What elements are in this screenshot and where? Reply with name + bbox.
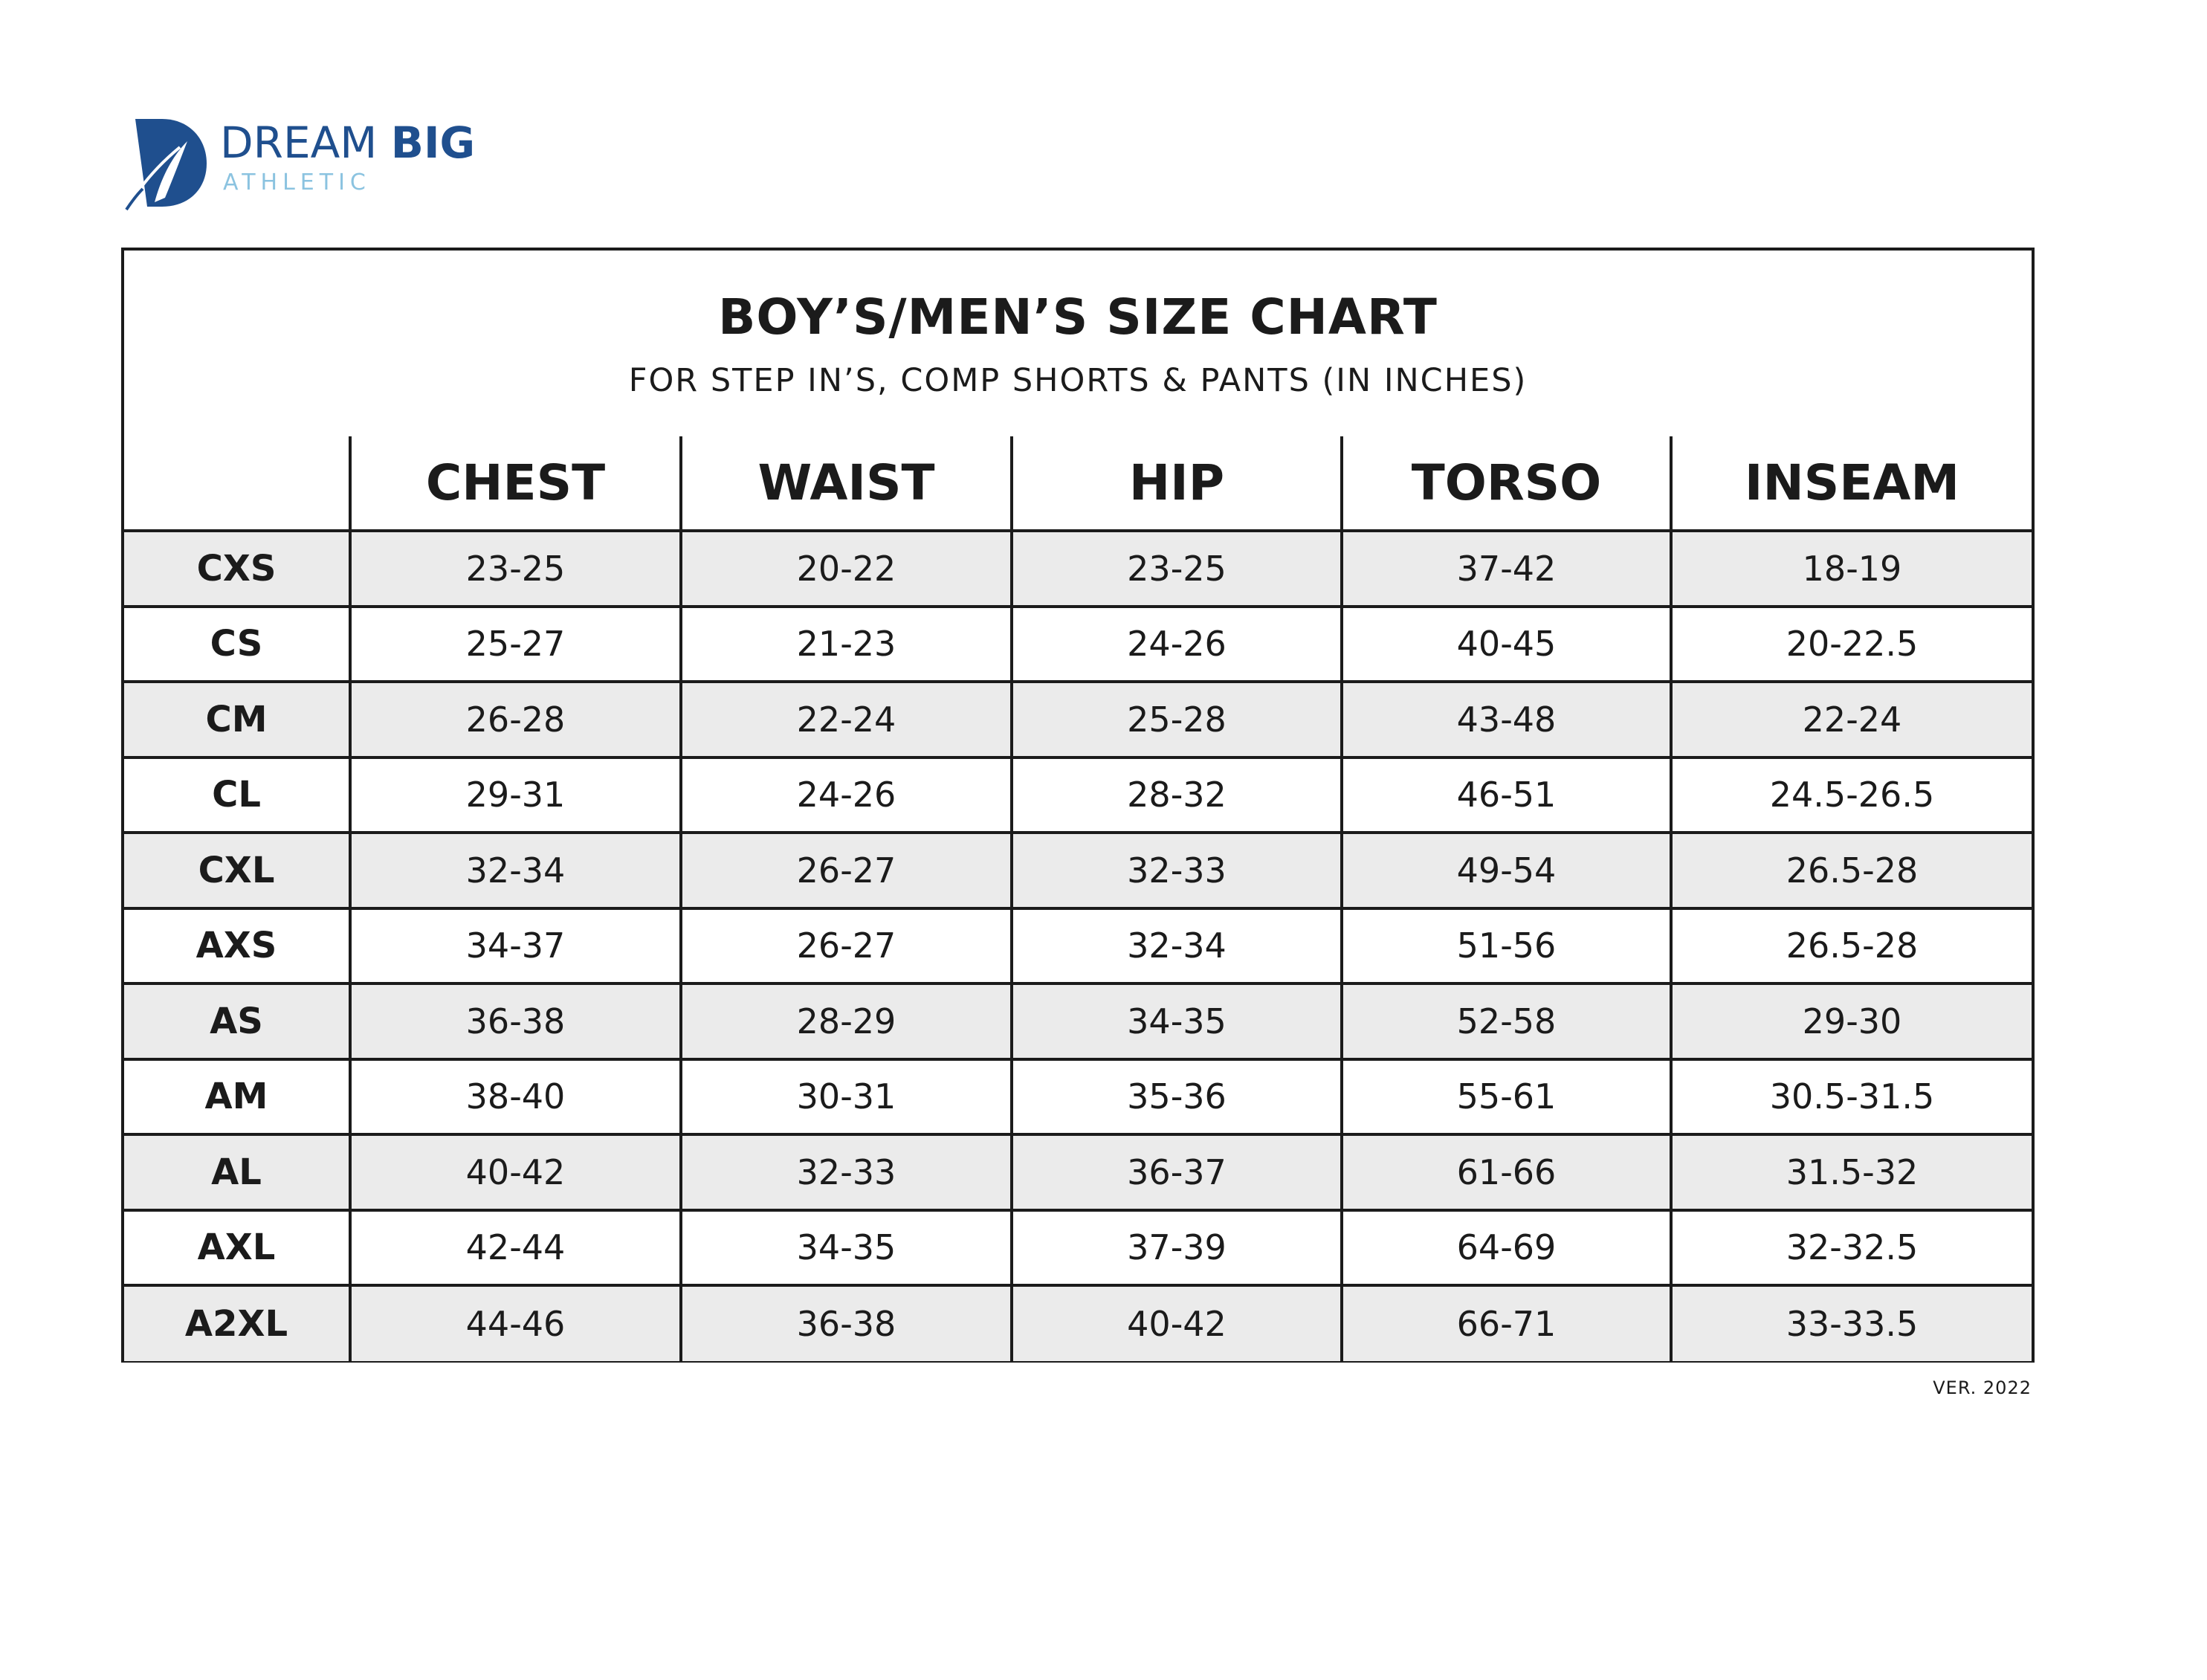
chest-cell: 23-25 <box>350 531 681 607</box>
waist-cell: 24-26 <box>681 757 1012 833</box>
chest-cell: 34-37 <box>350 908 681 984</box>
hip-cell: 32-33 <box>1012 833 1342 908</box>
torso-cell: 52-58 <box>1342 983 1671 1059</box>
inseam-cell: 30.5-31.5 <box>1671 1059 2032 1135</box>
waist-cell: 34-35 <box>681 1210 1012 1286</box>
brand-name-bold: BIG <box>390 117 476 168</box>
size-chart <box>121 248 2035 1363</box>
torso-cell: 40-45 <box>1342 607 1671 682</box>
table-row <box>124 1210 2032 1286</box>
hip-cell: 36-37 <box>1012 1134 1342 1210</box>
size-label: AM <box>124 1059 350 1135</box>
size-label: CM <box>124 682 350 757</box>
inseam-cell: 26.5-28 <box>1671 908 2032 984</box>
hip-cell: 40-42 <box>1012 1285 1342 1361</box>
chest-cell: 32-34 <box>350 833 681 908</box>
table-row <box>124 833 2032 908</box>
chart-title: BOY’S/MEN’S SIZE CHART <box>718 288 1438 346</box>
brand-name <box>220 119 475 167</box>
table-row <box>124 1134 2032 1210</box>
hip-cell: 34-35 <box>1012 983 1342 1059</box>
chest-cell: 29-31 <box>350 757 681 833</box>
hip-cell: 32-34 <box>1012 908 1342 984</box>
chest-cell: 44-46 <box>350 1285 681 1361</box>
size-label: CXL <box>124 833 350 908</box>
size-label: CS <box>124 607 350 682</box>
size-label: AXS <box>124 908 350 984</box>
inseam-cell: 22-24 <box>1671 682 2032 757</box>
torso-cell: 51-56 <box>1342 908 1671 984</box>
hip-cell: 24-26 <box>1012 607 1342 682</box>
torso-cell: 61-66 <box>1342 1134 1671 1210</box>
waist-cell: 30-31 <box>681 1059 1012 1135</box>
torso-cell: 64-69 <box>1342 1210 1671 1286</box>
torso-cell: 46-51 <box>1342 757 1671 833</box>
column-header-inseam: INSEAM <box>1671 436 2032 531</box>
inseam-cell: 31.5-32 <box>1671 1134 2032 1210</box>
table-row <box>124 983 2032 1059</box>
version-label: VER. 2022 <box>1933 1377 2032 1398</box>
column-header-waist: WAIST <box>681 436 1012 531</box>
inseam-cell: 18-19 <box>1671 531 2032 607</box>
chest-cell: 26-28 <box>350 682 681 757</box>
table-row <box>124 908 2032 984</box>
column-header-torso: TORSO <box>1342 436 1671 531</box>
inseam-cell: 32-32.5 <box>1671 1210 2032 1286</box>
column-header-hip: HIP <box>1012 436 1342 531</box>
torso-cell: 49-54 <box>1342 833 1671 908</box>
table-row <box>124 1285 2032 1361</box>
column-header-chest: CHEST <box>350 436 681 531</box>
size-label: CL <box>124 757 350 833</box>
waist-cell: 21-23 <box>681 607 1012 682</box>
column-header-size <box>124 436 350 531</box>
brand-tagline: ATHLETIC <box>223 169 371 196</box>
waist-cell: 26-27 <box>681 833 1012 908</box>
chest-cell: 42-44 <box>350 1210 681 1286</box>
hip-cell: 28-32 <box>1012 757 1342 833</box>
size-label: AXL <box>124 1210 350 1286</box>
size-label: CXS <box>124 531 350 607</box>
waist-cell: 36-38 <box>681 1285 1012 1361</box>
hip-cell: 23-25 <box>1012 531 1342 607</box>
feather-d-logo-icon <box>125 114 208 211</box>
chart-header <box>124 251 2032 439</box>
hip-cell: 37-39 <box>1012 1210 1342 1286</box>
chart-subtitle: FOR STEP IN’S, COMP SHORTS & PANTS (IN INCHES) <box>628 362 1528 399</box>
chest-cell: 25-27 <box>350 607 681 682</box>
table-row <box>124 757 2032 833</box>
waist-cell: 20-22 <box>681 531 1012 607</box>
hip-cell: 25-28 <box>1012 682 1342 757</box>
waist-cell: 32-33 <box>681 1134 1012 1210</box>
chest-cell: 36-38 <box>350 983 681 1059</box>
torso-cell: 43-48 <box>1342 682 1671 757</box>
torso-cell: 55-61 <box>1342 1059 1671 1135</box>
size-label: AS <box>124 983 350 1059</box>
waist-cell: 22-24 <box>681 682 1012 757</box>
table-row <box>124 531 2032 607</box>
chest-cell: 40-42 <box>350 1134 681 1210</box>
table-row <box>124 682 2032 757</box>
waist-cell: 26-27 <box>681 908 1012 984</box>
chest-cell: 38-40 <box>350 1059 681 1135</box>
hip-cell: 35-36 <box>1012 1059 1342 1135</box>
size-label: AL <box>124 1134 350 1210</box>
inseam-cell: 24.5-26.5 <box>1671 757 2032 833</box>
table-header-row <box>124 436 2032 531</box>
table-row <box>124 1059 2032 1135</box>
torso-cell: 37-42 <box>1342 531 1671 607</box>
inseam-cell: 20-22.5 <box>1671 607 2032 682</box>
torso-cell: 66-71 <box>1342 1285 1671 1361</box>
table-row <box>124 607 2032 682</box>
size-table <box>124 436 2032 1361</box>
brand-logo <box>125 110 511 214</box>
size-label: A2XL <box>124 1285 350 1361</box>
inseam-cell: 33-33.5 <box>1671 1285 2032 1361</box>
waist-cell: 28-29 <box>681 983 1012 1059</box>
inseam-cell: 26.5-28 <box>1671 833 2032 908</box>
brand-name-regular: DREAM <box>220 117 391 168</box>
inseam-cell: 29-30 <box>1671 983 2032 1059</box>
